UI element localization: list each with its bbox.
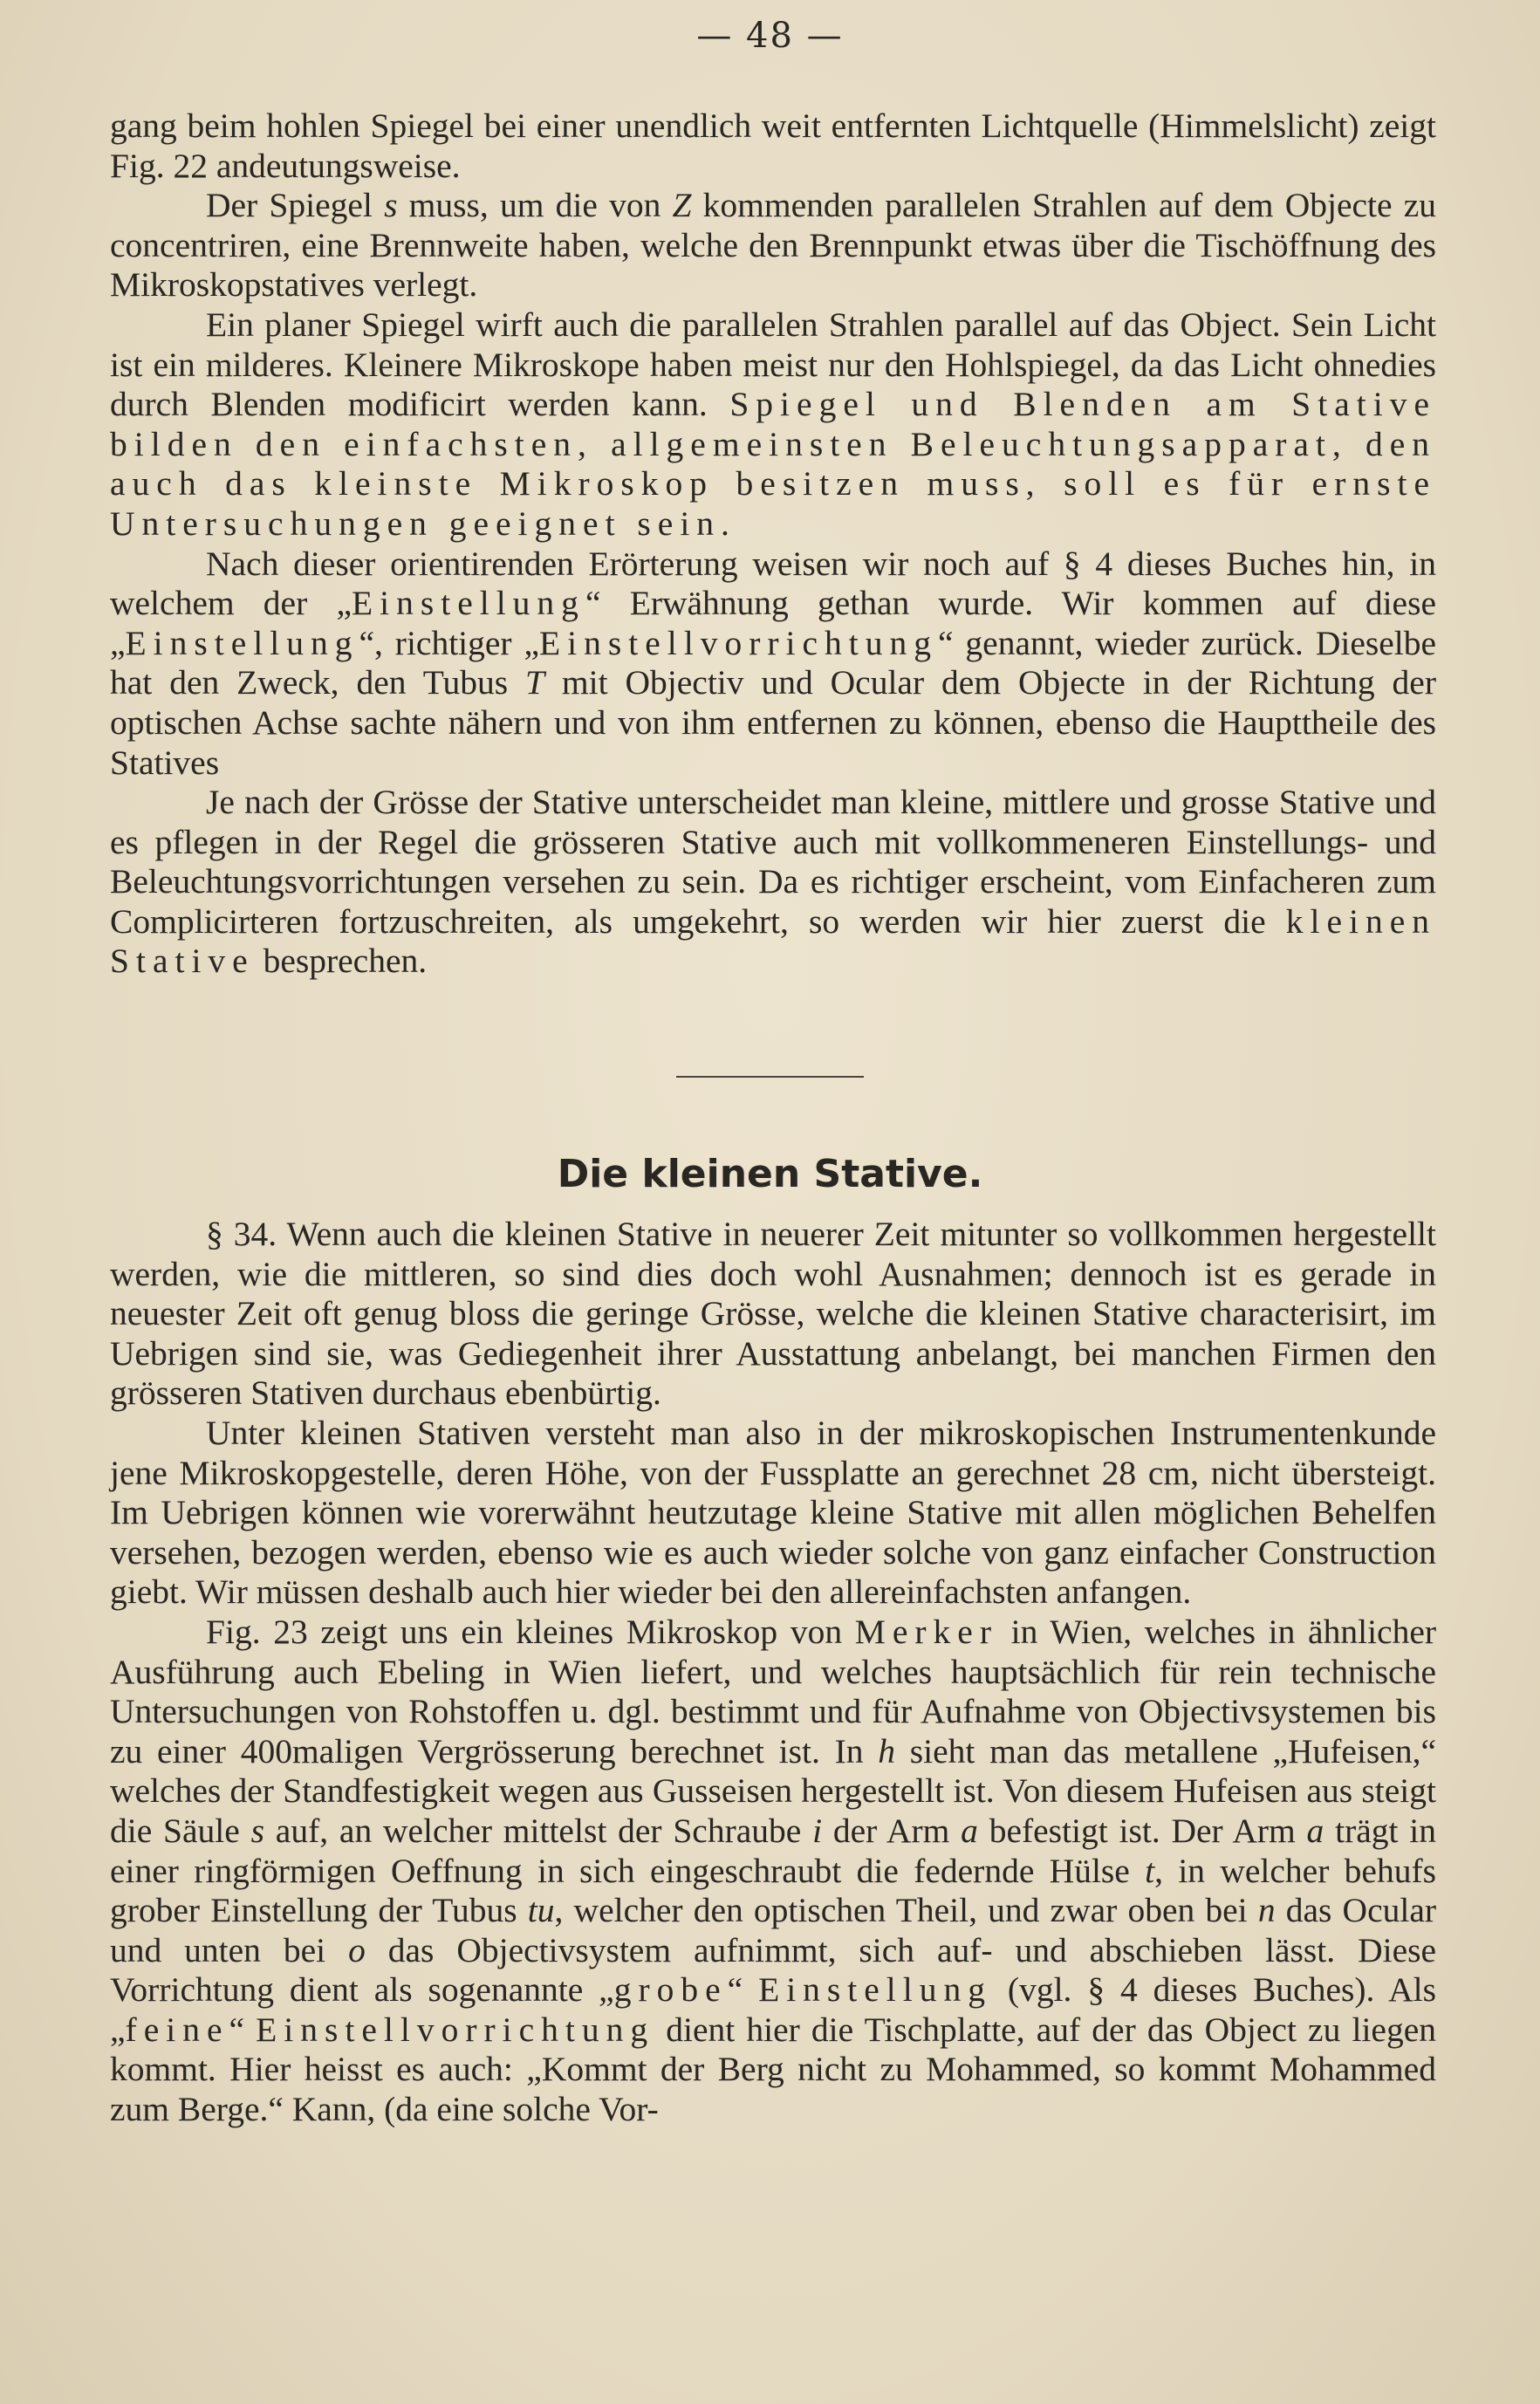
paragraph: § 34. Wenn auch die kleinen Stative in neuerer Zeit mitunter so vollkommen hergestellt werden, wie die mittleren, so sind dies doch wohl Ausnahmen; dennoch ist es gerade in neuester Zeit oft genug bloss die geringe Grösse, welche die kleinen Stative characterisirt, im Uebrigen sind sie, was Gediegenheit ihrer Ausstattung anbelangt, bei manchen Firmen den grösseren Stativen durchaus ebenbürtig. bbox=[110, 1215, 1436, 1413]
paragraph: Fig. 23 zeigt uns ein kleines Mikroskop von Merker in Wien, welches in ähnlicher Ausführung auch Ebeling in Wien liefert, und welches hauptsächlich für rein technische Untersuchungen von Rohstoffen u. dgl. bestimmt und für Aufnahme von Objectivsystemen bis zu einer 400maligen Vergrösserung berechnet ist. In h sieht man das metallene „Hufeisen,“ welches der Standfestigkeit wegen aus Gusseisen hergestellt ist. Von diesem Hufeisen aus steigt die Säule s auf, an welcher mittelst der Schraube i der Arm a befestigt ist. Der Arm a trägt in einer ringförmigen Oeffnung in sich eingeschraubt die federnde Hülse t, in welcher behufs grober Einstellung der Tubus tu, welcher den optischen Theil, und zwar oben bei n das Ocular und unten bei o das Objectivsystem aufnimmt, sich auf- und abschieben lässt. Diese Vorrichtung dient als sogenannte „grobe“ Einstellung (vgl. § 4 dieses Buches). Als „feine“ Einstellvorrichtung dient hier die Tischplatte, auf der das Object zu liegen kommt. Hier heisst es auch: „Kommt der Berg nicht zu Mohammed, so kommt Mohammed zum Berge.“ Kann, (da eine solche Vor- bbox=[110, 1612, 1437, 2129]
section-heading: Die kleinen Stative. bbox=[557, 1152, 983, 1196]
section-divider bbox=[676, 1076, 864, 1078]
body-text-top bbox=[110, 106, 1436, 982]
paragraph: Nach dieser orientirenden Erörterung weisen wir noch auf § 4 dieses Buches hin, in welchem der „Einstellung“ Erwähnung gethan wurde. Wir kommen auf diese „Einstellung“, richtiger „Einstellvorrichtung“ genannt, wieder zurück. Dieselbe hat den Zweck, den Tubus T mit Objectiv und Ocular dem Objecte in der Richtung der optischen Achse sachte nähern und von ihm entfernen zu können, ebenso die Haupttheile des Statives bbox=[110, 544, 1437, 782]
paragraph: Je nach der Grösse der Stative unterscheidet man kleine, mittlere und grosse Stative und es pflegen in der Regel die grösseren Stative auch mit vollkommeneren Einstellungs- und Beleuchtungsvorrichtungen versehen zu sein. Da es richtiger erscheint, vom Einfacheren zum Complicirteren fortzuschreiten, als umgekehrt, so werden wir hier zuerst die kleinen Stative besprechen. bbox=[110, 783, 1436, 981]
paragraph: Ein planer Spiegel wirft auch die parallelen Strahlen parallel auf das Object. Sein Licht ist ein milderes. Kleinere Mikroskope haben meist nur den Hohlspiegel, da das Licht ohnedies durch Blenden modificirt werden kann. Spiegel und Blenden am Stative bilden den einfachsten, allgemeinsten Beleuchtungsapparat, den auch das kleinste Mikroskop besitzen muss, soll es für ernste Untersuchungen geeignet sein. bbox=[110, 305, 1436, 543]
page-number: — 48 — bbox=[696, 16, 844, 56]
paragraph: gang beim hohlen Spiegel bei einer unendlich weit entfernten Lichtquelle (Himmelslicht) zeigt Fig. 22 andeutungsweise. bbox=[110, 106, 1436, 185]
body-text-bottom bbox=[110, 1215, 1436, 2130]
paragraph: Der Spiegel s muss, um die von Z kommenden parallelen Strahlen auf dem Objecte zu concentriren, eine Brennweite haben, welche den Brennpunkt etwas über die Tischöffnung des Mikroskopstatives verlegt. bbox=[110, 186, 1436, 305]
paragraph: Unter kleinen Stativen versteht man also in der mikroskopischen Instrumentenkunde jene Mikroskopgestelle, deren Höhe, von der Fussplatte an gerechnet 28 cm, nicht übersteigt. Im Uebrigen können wie vorerwähnt heutzutage kleine Stative mit allen möglichen Behelfen versehen, bezogen werden, ebenso wie es auch wieder solche von ganz einfacher Construction giebt. Wir müssen deshalb auch hier wieder bei den allereinfachsten anfangen. bbox=[110, 1413, 1436, 1612]
